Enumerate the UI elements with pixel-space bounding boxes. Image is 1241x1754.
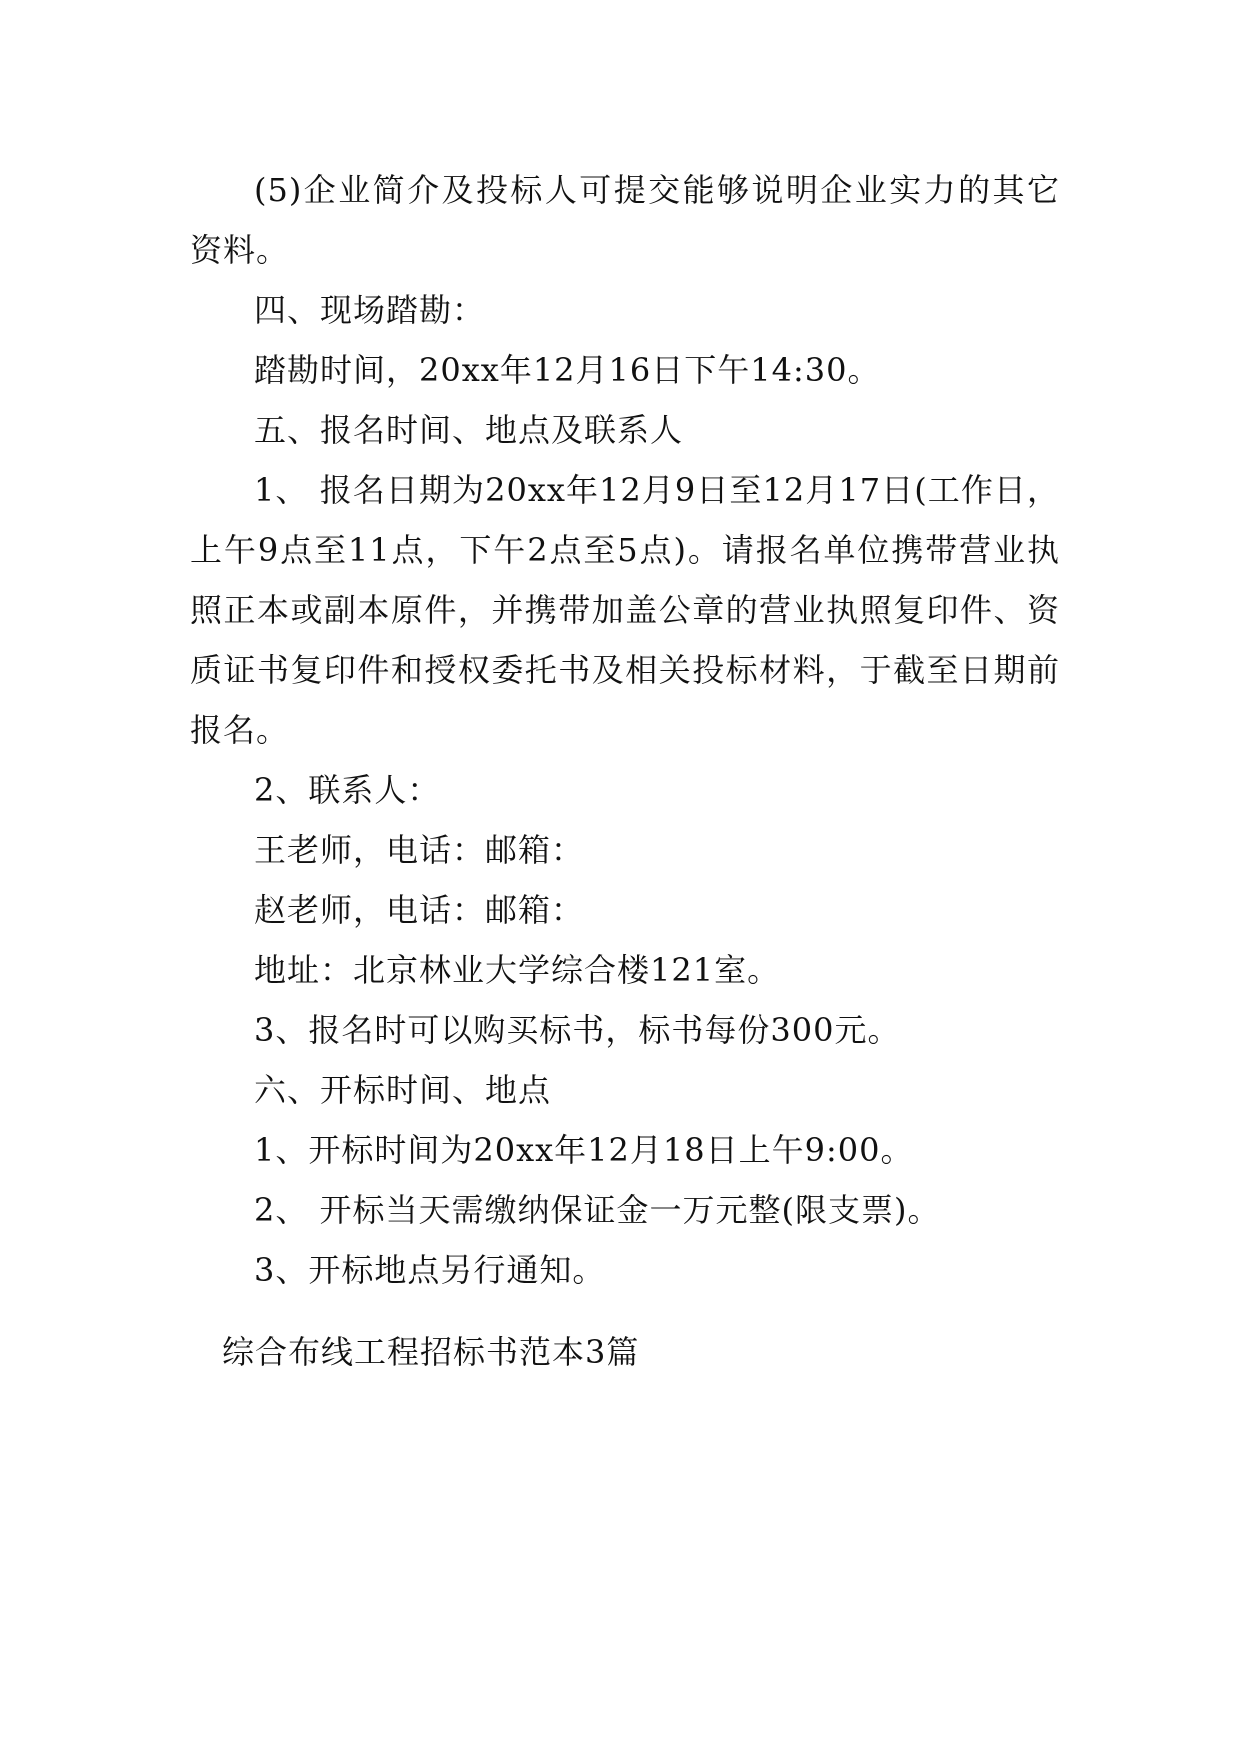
- paragraph-opening-location: 3、开标地点另行通知。: [254, 1251, 606, 1289]
- heading-site-survey: 四、现场踏勘：: [254, 291, 486, 329]
- paragraph-contacts-label: 2、联系人：: [254, 771, 441, 809]
- paragraph-contact-wang: 王老师，电话：邮箱：: [254, 831, 585, 869]
- footer-title: 综合布线工程招标书范本3篇: [222, 1333, 640, 1371]
- document-body: [190, 160, 1060, 1300]
- paragraph-opening-time: 1、开标时间为20xx年12月18日上午9:00。: [254, 1131, 914, 1169]
- paragraph-deposit: 2、 开标当天需缴纳保证金一万元整(限支票)。: [254, 1191, 941, 1229]
- heading-bid-opening: 六、开标时间、地点: [254, 1071, 552, 1109]
- paragraph-tender-price: 3、报名时可以购买标书，标书每份300元。: [254, 1011, 901, 1049]
- paragraph-contact-zhao: 赵老师，电话：邮箱：: [254, 891, 585, 929]
- paragraph-company-profile: (5)企业简介及投标人可提交能够说明企业实力的其它资料。: [190, 171, 1060, 269]
- heading-registration: 五、报名时间、地点及联系人: [254, 411, 684, 449]
- paragraph-survey-time: 踏勘时间，20xx年12月16日下午14:30。: [254, 351, 881, 389]
- paragraph-registration-date: 1、 报名日期为20xx年12月9日至12月17日(工作日，上午9点至11点，下午2点至5点)。请报名单位携带营业执照正本或副本原件，并携带加盖公章的营业执照复印件、资质证书复印件和授权委托书及相关投标材料，于截至日期前报名。: [190, 471, 1060, 749]
- paragraph-address: 地址：北京林业大学综合楼121室。: [254, 951, 781, 989]
